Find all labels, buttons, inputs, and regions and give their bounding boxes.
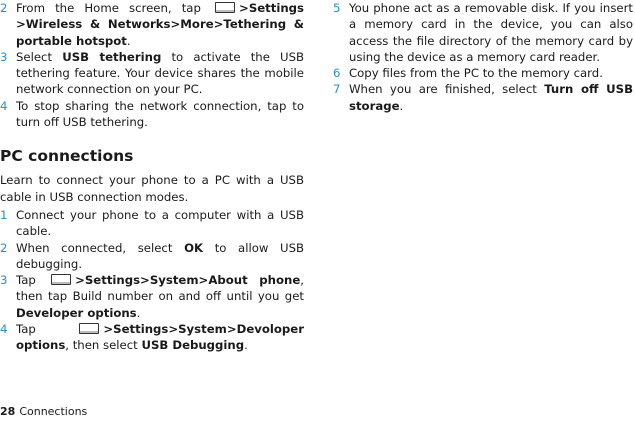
step-number: 7 <box>333 82 341 97</box>
step-number: 2 <box>0 240 8 255</box>
step-number: 1 <box>0 207 8 222</box>
menu-key-icon <box>215 2 235 13</box>
pc-step-7 <box>333 81 633 114</box>
left-column <box>0 0 304 354</box>
pc-step-1 <box>0 207 304 240</box>
step-number: 4 <box>0 98 8 113</box>
step-number: 3 <box>0 273 8 288</box>
turn-off-usb-storage-label: Turn off USB storage <box>349 82 633 113</box>
pc-step-4 <box>0 321 304 354</box>
step-text: Connect your phone to a computer with a USB cable. <box>16 207 304 239</box>
step-text: Copy files from the PC to the memory card. <box>349 66 603 81</box>
step-number: 5 <box>333 1 341 15</box>
pc-step-5 <box>333 0 633 65</box>
step-text: Tap >Settings>System>Devoloper options, then select USB Debugging. <box>16 322 304 353</box>
page-number: 28 <box>0 405 16 418</box>
menu-key-icon <box>79 323 99 334</box>
step-number: 6 <box>333 66 341 81</box>
usb-debugging-label: USB Debugging <box>141 338 245 353</box>
step-number: 4 <box>0 322 8 337</box>
step-text: You phone act as a removable disk. If you insert a memory card in the device, you can also access the file directory of the memory card by using the device as a memory card reader. <box>349 1 633 64</box>
pc-step-6 <box>333 65 633 81</box>
step-text: When connected, select OK to allow USB debugging. <box>16 240 305 271</box>
section-name: Connections <box>19 405 88 418</box>
settings-path: >Settings>System>Devoloper options <box>16 322 304 353</box>
step-text: Select USB tethering to activate the USB tethering feature. Your device shares the mobile network connection on your PC. <box>16 49 305 97</box>
settings-path: >Settings >Wireless & Networks>More>Tethering & portable hotspot <box>16 1 305 48</box>
usb-tethering-label: USB tethering <box>62 49 162 64</box>
menu-key-icon <box>51 274 71 285</box>
pc-step-2 <box>0 240 304 273</box>
step-text: From the Home screen, tap >Settings >Wireless & Networks>More>Tethering & portable hotspot. <box>16 1 305 48</box>
step-text: To stop sharing the network connection, tap to turn off USB tethering. <box>16 98 304 130</box>
section-intro: Learn to connect your phone to a PC with a USB cable in USB connection modes. <box>0 173 304 204</box>
step-text: Tap >Settings>System>About phone, then tap Build number on and off until you get Developer options. <box>16 273 304 320</box>
ok-label: OK <box>184 240 204 255</box>
page-footer <box>0 405 87 419</box>
right-column <box>333 0 633 114</box>
step-number: 3 <box>0 49 8 64</box>
pc-step-3 <box>0 272 304 321</box>
section-heading: PC connections <box>0 147 134 166</box>
step-text: When you are finished, select Turn off USB storage. <box>349 82 633 113</box>
usb-step-3 <box>0 49 304 98</box>
usb-step-2 <box>0 0 304 49</box>
step-number: 2 <box>0 1 8 15</box>
developer-options-label: Developer options <box>16 305 137 320</box>
settings-path: >Settings>System>About phone <box>75 273 301 288</box>
usb-step-4 <box>0 98 304 131</box>
